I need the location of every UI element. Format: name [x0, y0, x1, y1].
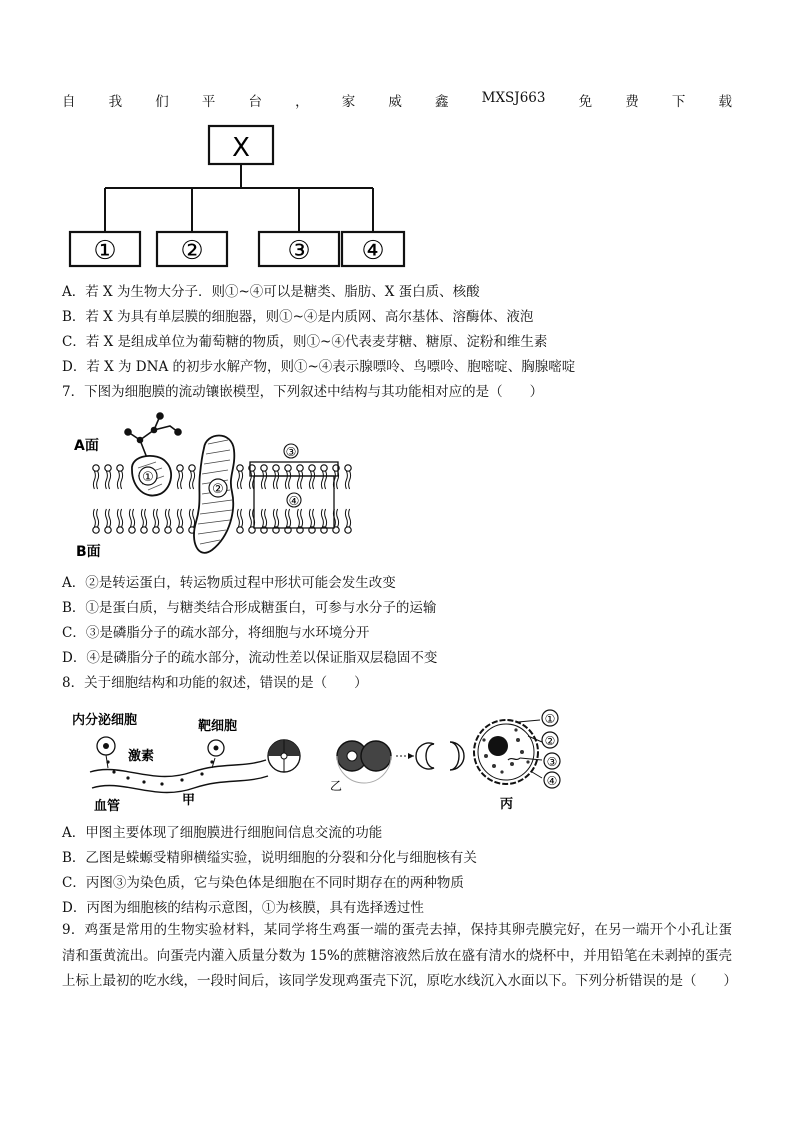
newt-egg-stage-1 — [268, 740, 300, 772]
phospholipid — [177, 509, 183, 533]
child-label-3: ③ — [287, 236, 311, 266]
q7-stem: 7．下图为细胞膜的流动镶嵌模型，下列叙述中结构与其功能相对应的是（ ） — [62, 384, 544, 400]
phospholipid — [297, 509, 303, 533]
label-4: ④ — [288, 494, 300, 508]
q8-option-b: B．乙图是蝾螈受精卵横缢实验，说明细胞的分裂和分化与细胞核有关 — [62, 850, 477, 866]
header-char: 我 — [108, 94, 123, 110]
header-code: MXSJ663 — [481, 90, 546, 106]
root-label: X — [232, 133, 250, 163]
q6-option-a: A．若 X 为生物大分子．则①~④可以是糖类、脂肪、X 蛋白质、核酸 — [62, 284, 480, 300]
phospholipid — [153, 509, 159, 533]
q8-option-c: C．丙图③为染色质，它与染色体是细胞在不同时期存在的两种物质 — [62, 875, 464, 891]
panel-jia-label: 甲 — [182, 793, 196, 808]
phospholipid — [345, 465, 351, 489]
sugar-chain — [125, 413, 181, 458]
b-face-label: B面 — [76, 544, 101, 560]
phospholipid — [345, 509, 351, 533]
panel-yi-label: 乙 — [330, 779, 343, 793]
hormone-label: 激素 — [128, 749, 155, 764]
q6-option-b: B．若 X 为具有单层膜的细胞器，则①~④是内质网、高尔基体、溶酶体、液泡 — [62, 309, 534, 325]
newt-egg-stage-3 — [416, 742, 464, 770]
endocrine-cell-label: 内分泌细胞 — [72, 713, 138, 728]
tree-diagram — [62, 118, 422, 273]
q6-option-d: D．若 X 为 DNA 的初步水解产物，则①~④表示腺嘌呤、鸟嘌呤、胞嘧啶、胸腺嘧啶 — [62, 359, 576, 375]
header-char: 免 — [578, 94, 593, 110]
q7-option-b: B．①是蛋白质，与糖类结合形成糖蛋白，可参与水分子的运输 — [62, 600, 437, 616]
header-char: 费 — [625, 94, 639, 110]
cell-structure-figure — [62, 706, 602, 818]
nucleus-label-2: ② — [544, 734, 556, 748]
panel-bing-label: 丙 — [500, 797, 514, 812]
q6-option-c: C．若 X 是组成单位为葡萄糖的物质，则①~④代表麦芽糖、糖原、淀粉和维生素 — [62, 334, 548, 350]
phospholipid — [285, 509, 291, 533]
nucleus-label-3: ③ — [546, 755, 558, 769]
q8-option-a: A．甲图主要体现了细胞膜进行细胞间信息交流的功能 — [62, 825, 383, 841]
phospholipid — [141, 509, 147, 533]
q8-option-d: D．丙图为细胞核的结构示意图，①为核膜，具有选择透过性 — [62, 900, 424, 916]
phospholipid — [321, 509, 327, 533]
header-char: 台 — [248, 94, 262, 110]
phospholipid — [309, 509, 315, 533]
newt-egg-stage-2 — [337, 741, 391, 783]
phospholipid — [285, 465, 291, 489]
phospholipid — [117, 465, 123, 489]
header-char: 威 — [388, 94, 402, 110]
phospholipid — [93, 509, 99, 533]
phospholipid — [105, 465, 111, 489]
phospholipid — [261, 509, 267, 533]
nucleus-diagram — [474, 720, 538, 784]
phospholipid — [309, 465, 315, 489]
q7-option-a: A．②是转运蛋白，转运物质过程中形状可能会发生改变 — [62, 575, 396, 591]
child-label-2: ② — [180, 236, 204, 266]
phospholipid — [297, 465, 303, 489]
phospholipid — [93, 465, 99, 489]
phospholipid — [177, 465, 183, 489]
q7-option-c: C．③是磷脂分子的疏水部分，将细胞与水环境分开 — [62, 625, 370, 641]
q8-stem: 8．关于细胞结构和功能的叙述，错误的是（ ） — [62, 675, 368, 691]
header-char: 载 — [718, 94, 732, 110]
blood-vessel-label: 血管 — [94, 799, 121, 814]
header-char: 平 — [201, 94, 216, 110]
target-cell-label: 靶细胞 — [198, 719, 238, 734]
header-char: 家 — [341, 94, 356, 110]
phospholipid — [261, 465, 267, 489]
phospholipid — [273, 509, 279, 533]
phospholipid — [165, 509, 171, 533]
phospholipid — [189, 465, 195, 489]
header-char: 鑫 — [435, 94, 449, 110]
header-char: 下 — [671, 94, 686, 110]
phospholipid — [105, 509, 111, 533]
phospholipid — [237, 509, 243, 533]
header-char: 自 — [62, 94, 76, 110]
phospholipid — [129, 509, 135, 533]
phospholipid — [321, 465, 327, 489]
membrane-diagram — [62, 410, 362, 562]
q9-text: 9．鸡蛋是常用的生物实验材料，某同学将生鸡蛋一端的蛋壳去掉，保持其卵壳膜完好，在另一端开个小孔让蛋清和蛋黄流出。向蛋壳内灌入质量分数为 15%的蔗糖溶液然后放在盛有清水的烧杯中，并用铅笔在未剥掉的蛋壳上标上最初的吃水线，一段时间后，该同学发现鸡蛋壳下沉，原吃水线沉入水面以下。下列分析错误的是（ ） — [62, 922, 737, 989]
q7-option-d: D．④是磷脂分子的疏水部分，流动性差以保证脂双层稳固不变 — [62, 650, 438, 666]
protein-2-label: ② — [212, 482, 224, 497]
nucleus-label-4: ④ — [546, 774, 558, 788]
child-label-1: ① — [93, 236, 117, 266]
header-char: 们 — [155, 94, 169, 110]
a-face-label: A面 — [74, 438, 99, 454]
header-char: ， — [295, 94, 309, 110]
nucleolus — [488, 736, 508, 756]
child-label-4: ④ — [361, 236, 385, 266]
protein-1-label: ① — [142, 470, 154, 485]
page-header — [62, 90, 732, 110]
phospholipid — [117, 509, 123, 533]
blood-vessel — [90, 760, 266, 777]
phospholipid — [237, 465, 243, 489]
phospholipid — [273, 465, 279, 489]
nucleus-label-1: ① — [544, 712, 556, 726]
label-3: ③ — [285, 445, 297, 459]
